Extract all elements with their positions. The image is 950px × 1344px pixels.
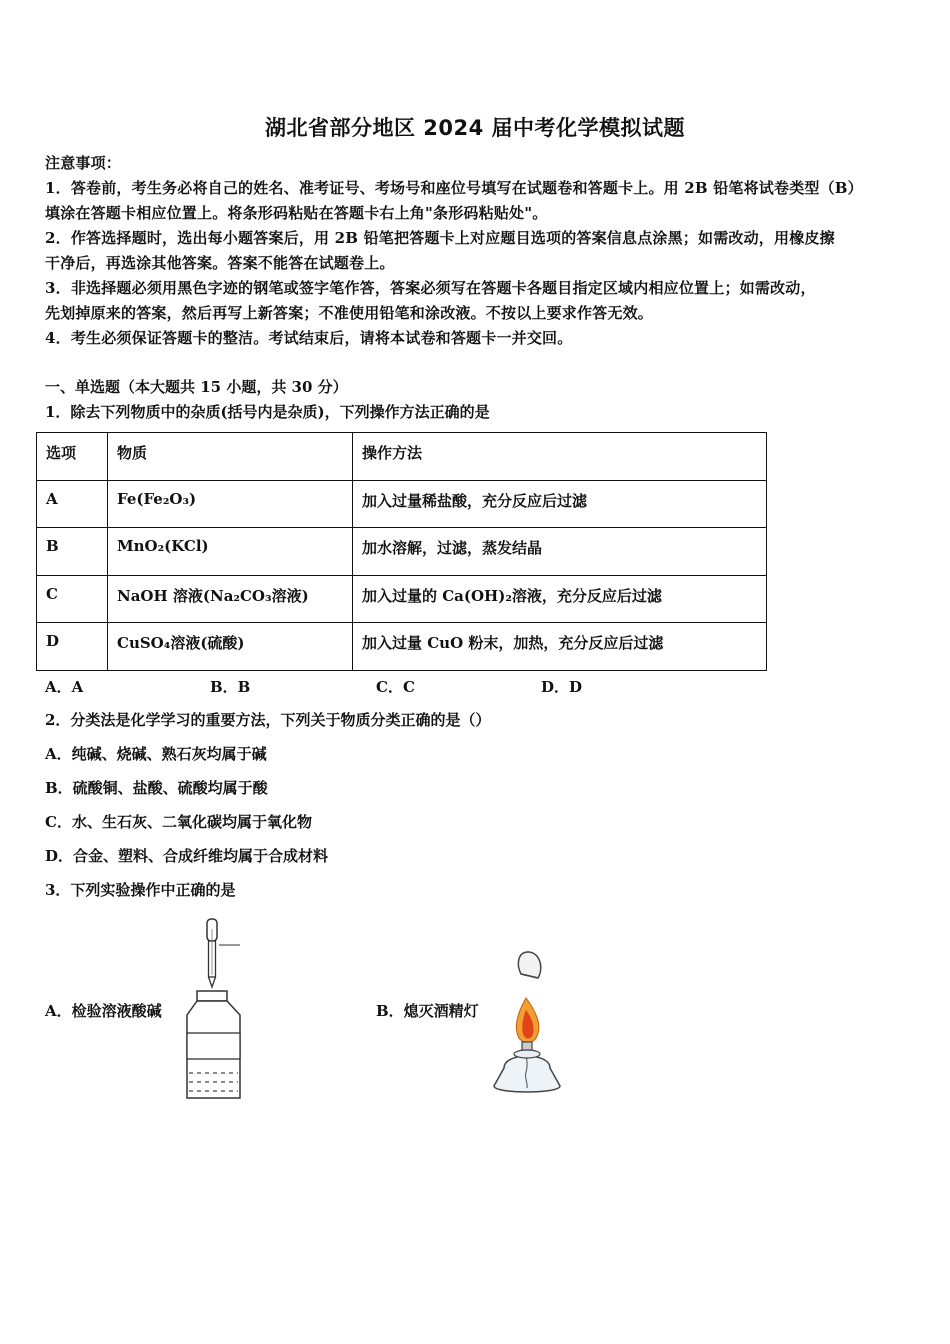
answer-option-b[interactable]: B．硫酸铜、盐酸、硫酸均属于酸 xyxy=(45,779,268,797)
table-cell-option: D xyxy=(37,623,108,671)
notice-line: 填涂在答题卡相应位置上。将条形码粘贴在答题卡右上角"条形码粘贴处"。 xyxy=(45,204,548,222)
table-cell-substance: NaOH 溶液(Na₂CO₃溶液) xyxy=(108,575,353,623)
table-cell-option: C xyxy=(37,575,108,623)
notice-line: 先划掉原来的答案，然后再写上新答案；不准使用铅笔和涂改液。不按以上要求作答无效。 xyxy=(45,304,654,322)
answer-option-a[interactable]: A．A xyxy=(45,678,84,696)
notice-line: 2．作答选择题时，选出每小题答案后，用 2B 铅笔把答题卡上对应题目选项的答案信息点涂黑；如需改动，用橡皮擦 xyxy=(45,229,835,247)
answer-option-a[interactable]: A．检验溶液酸碱 xyxy=(45,1002,162,1020)
section-heading: 一、单选题（本大题共 15 小题，共 30 分） xyxy=(45,378,348,396)
table-cell-substance: Fe(Fe₂O₃) xyxy=(108,480,353,528)
table-cell-option: A xyxy=(37,480,108,528)
answer-option-a[interactable]: A．纯碱、烧碱、熟石灰均属于碱 xyxy=(45,745,267,763)
alcohol-lamp-figure xyxy=(488,948,568,1098)
table-row xyxy=(37,528,767,576)
table-cell-substance: MnO₂(KCl) xyxy=(108,528,353,576)
table-cell-method: 加入过量稀盐酸，充分反应后过滤 xyxy=(353,480,767,528)
table-row xyxy=(37,623,767,671)
table-row xyxy=(37,480,767,528)
table-cell-method: 加水溶解，过滤，蒸发结晶 xyxy=(353,528,767,576)
table-header-cell: 操作方法 xyxy=(353,433,767,481)
answer-option-c[interactable]: C．水、生石灰、二氧化碳均属于氧化物 xyxy=(45,813,312,831)
notice-heading: 注意事项： xyxy=(45,154,122,172)
table-cell-substance: CuSO₄溶液(硫酸) xyxy=(108,623,353,671)
answer-option-d[interactable]: D．合金、塑料、合成纤维均属于合成材料 xyxy=(45,847,329,865)
page-title: 湖北省部分地区 2024 届中考化学模拟试题 xyxy=(264,116,686,140)
question-1-table xyxy=(36,432,767,671)
table-cell-method: 加入过量 CuO 粉末，加热，充分反应后过滤 xyxy=(353,623,767,671)
dropper-bottle-figure xyxy=(175,915,305,1105)
answer-option-b[interactable]: B．熄灭酒精灯 xyxy=(376,1002,479,1020)
table-cell-method: 加入过量的 Ca(OH)₂溶液，充分反应后过滤 xyxy=(353,575,767,623)
question-1-stem: 1．除去下列物质中的杂质(括号内是杂质)，下列操作方法正确的是 xyxy=(45,403,490,421)
question-2-stem: 2．分类法是化学学习的重要方法，下列关于物质分类正确的是（） xyxy=(45,711,491,729)
answer-option-d[interactable]: D．D xyxy=(541,678,583,696)
notice-line: 3．非选择题必须用黑色字迹的钢笔或签字笔作答，答案必须写在答题卡各题目指定区域内相应位置上；如需改动， xyxy=(45,279,816,297)
table-cell-option: B xyxy=(37,528,108,576)
table-row xyxy=(37,575,767,623)
question-3-stem: 3．下列实验操作中正确的是 xyxy=(45,881,236,899)
table-header-cell: 物质 xyxy=(108,433,353,481)
notice-line: 1．答卷前，考生务必将自己的姓名、准考证号、考场号和座位号填写在试题卷和答题卡上。用 2B 铅笔将试卷类型（B） xyxy=(45,179,863,197)
notice-line: 4．考生必须保证答题卡的整洁。考试结束后，请将本试卷和答题卡一并交回。 xyxy=(45,329,573,347)
table-header-cell: 选项 xyxy=(37,433,108,481)
table-header-row xyxy=(37,433,767,481)
notice-line: 干净后，再选涂其他答案。答案不能答在试题卷上。 xyxy=(45,254,395,272)
answer-option-b[interactable]: B．B xyxy=(210,678,251,696)
answer-option-c[interactable]: C．C xyxy=(376,678,415,696)
